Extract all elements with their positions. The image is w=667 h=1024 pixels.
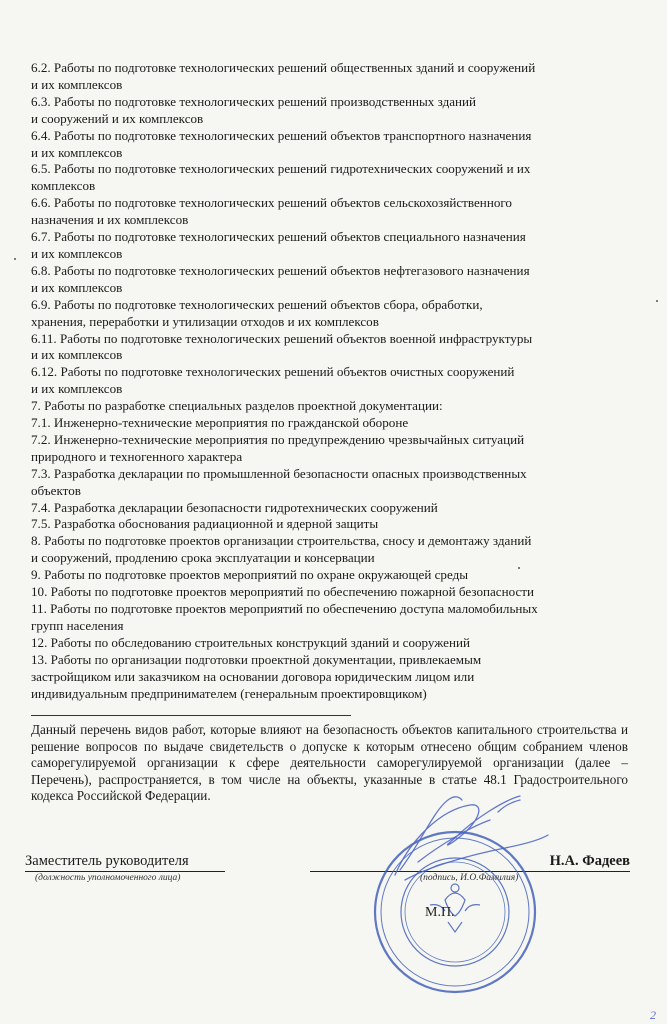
list-item: 13. Работы по организации подготовки проектной документации, привлекаемым застройщиком или заказчиком на основании договора юридическим лицом или индивидуальным предпринимателем (генеральным проектировщиком) <box>31 651 482 701</box>
list-item: 6.6. Работы по подготовке технологических решений объектов сельскохозяйственного назначения и их комплексов <box>31 195 512 228</box>
list-item: 6.5. Работы по подготовке технологических решений гидротехнических сооружений и их комплексов <box>31 161 531 194</box>
handwritten-signature <box>395 796 548 880</box>
list-item: 7.5. Разработка обоснования радиационной и ядерной защиты <box>31 516 379 532</box>
list-item: 12. Работы по обследованию строительных конструкций зданий и сооружений <box>31 634 471 650</box>
stamp-place-label: М.П. <box>425 905 455 920</box>
position-caption: (должность уполномоченного лица) <box>35 873 181 883</box>
official-stamp <box>375 832 535 992</box>
list-item: 6.4. Работы по подготовке технологических решений объектов транспортного назначения и их комплексов <box>31 127 532 160</box>
signer-name: Н.А. Фадеев <box>549 853 630 869</box>
scan-speck <box>14 258 16 260</box>
list-item: 6.9. Работы по подготовке технологических решений объектов сбора, обработки, хранения, переработки и утилизации отходов и их комплексов <box>31 296 483 329</box>
list-item: 7. Работы по разработке специальных разделов проектной документации: <box>31 398 443 414</box>
list-item: 6.12. Работы по подготовке технологических решений объектов очистных сооружений и их комплексов <box>31 364 515 397</box>
list-item: 10. Работы по подготовке проектов мероприятий по обеспечению пожарной безопасности <box>31 584 535 600</box>
list-item: 6.7. Работы по подготовке технологических решений объектов специального назначения и их комплексов <box>31 229 526 261</box>
list-item: 9. Работы по подготовке проектов мероприятий по охране окружающей среды <box>31 567 469 583</box>
list-item: 11. Работы по подготовке проектов мероприятий по обеспечению доступа маломобильных групп населения <box>31 601 538 633</box>
scan-speck <box>518 567 520 569</box>
list-item: 8. Работы по подготовке проектов организации строительства, сносу и демонтажу зданий и сооружений, продлению срока эксплуатации и консервации <box>31 533 532 566</box>
scan-speck <box>656 300 658 302</box>
list-item: 6.2. Работы по подготовке технологических решений общественных зданий и сооружений и их комплексов <box>31 60 536 92</box>
name-caption: (подпись, И.О.Фамилия) <box>420 873 519 883</box>
list-item: 6.3. Работы по подготовке технологических решений производственных зданий и сооружений и их комплексов <box>31 93 477 126</box>
page-number <box>650 1008 656 1022</box>
list-item: 6.8. Работы по подготовке технологических решений объектов нефтегазового назначения и их комплексов <box>31 262 530 295</box>
list-item: 7.3. Разработка декларации по промышленной безопасности опасных производственных объектов <box>31 465 527 498</box>
list-item: 7.2. Инженерно-технические мероприятия по предупреждению чрезвычайных ситуаций природного и техногенного характера <box>31 431 525 464</box>
list-item: 7.4. Разработка декларации безопасности гидротехнических сооружений <box>31 499 438 515</box>
list-item: 6.11. Работы по подготовке технологических решений объектов военной инфраструктуры и их комплексов <box>31 330 533 363</box>
svg-text:2: 2 <box>650 1008 656 1022</box>
signer-position: Заместитель руководителя <box>25 853 189 869</box>
list-item: 7.1. Инженерно-технические мероприятия по гражданской обороне <box>31 415 409 431</box>
footnote-text: Данный перечень видов работ, которые влияют на безопасность объектов капитального строительства и решение вопросов по выдаче свидетельств о допуске к которым отнесено общим собранием членов саморегулируемой организации к сфере деятельности саморегулируемой организации (далее – Перечень), распространяется, в том числе на объекты, указанные в статье 48.1 Градостроительного кодекса Российской Федерации. <box>31 722 628 804</box>
